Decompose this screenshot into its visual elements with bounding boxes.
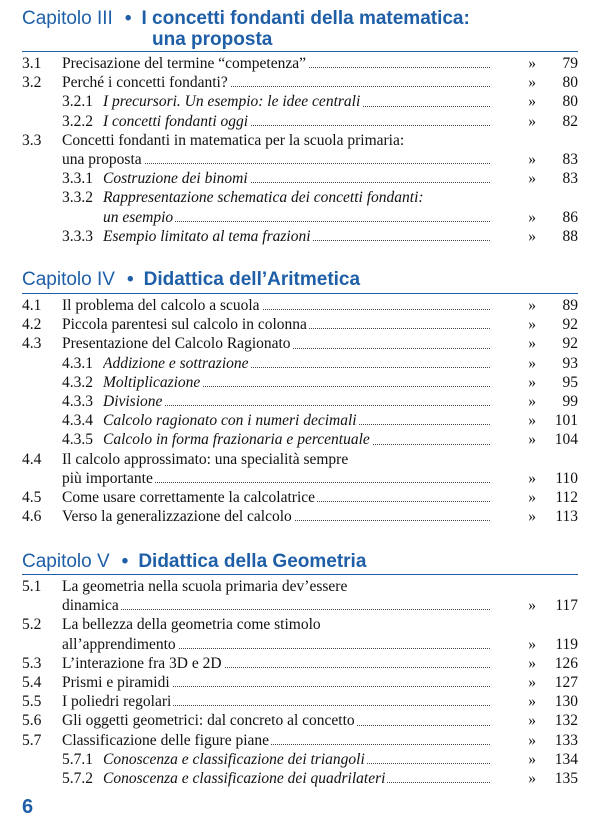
entry-title: Concetti fondanti in matematica per la scuola primaria:: [62, 131, 405, 149]
entry-title: Prismi e piramidi: [62, 673, 170, 691]
entry-page: 83: [562, 150, 578, 168]
guillemet: »: [528, 693, 536, 711]
entry-number: 4.1: [22, 297, 42, 314]
entry-title-wrap: [62, 673, 492, 692]
entry-title: L’interazione fra 3D e 2D: [62, 654, 222, 672]
chapter-entries: [22, 296, 578, 526]
toc-entry[interactable]: [22, 334, 578, 353]
entry-page: 86: [562, 208, 578, 226]
entry-number: 5.2: [22, 616, 42, 634]
entry-title: Come usare correttamente la calcolatrice: [62, 488, 316, 506]
entry-title: più importante: [62, 469, 153, 487]
entry-title-wrap: [62, 469, 492, 488]
entry-title-wrap: [103, 430, 492, 449]
toc-entry[interactable]: [22, 769, 578, 788]
entry-title: un esempio: [103, 208, 174, 226]
chapter-rule: [22, 574, 578, 575]
chapter-rule: [22, 51, 578, 52]
entry-title-wrap: [62, 334, 492, 353]
entry-title: Piccola parentesi sul calcolo in colonna: [62, 316, 307, 334]
guillemet: »: [528, 412, 536, 430]
entry-number: 4.2: [22, 316, 42, 334]
entry-title: una proposta: [62, 150, 142, 168]
entry-page: 101: [554, 412, 578, 430]
entry-page: 113: [555, 508, 578, 526]
toc-entry[interactable]: [22, 296, 578, 315]
entry-title-wrap: [103, 92, 492, 111]
guillemet: »: [528, 635, 536, 653]
entry-title-wrap: [62, 296, 492, 315]
entry-page: 92: [562, 335, 578, 353]
entry-title: Classificazione delle figure piane: [62, 731, 270, 749]
entry-title: Presentazione del Calcolo Ragionato: [62, 335, 291, 353]
guillemet: »: [528, 297, 536, 314]
toc-entry[interactable]: [22, 731, 578, 750]
entry-page: 99: [562, 392, 578, 410]
entry-title-wrap: [62, 150, 492, 169]
entry-title-wrap: [103, 354, 492, 373]
entry-title-wrap: [62, 54, 492, 73]
guillemet: »: [528, 731, 536, 749]
guillemet: »: [528, 712, 536, 730]
guillemet: »: [528, 335, 536, 353]
entry-number: 4.5: [22, 488, 42, 506]
entry-number: 3.2: [22, 74, 42, 92]
entry-title: Costruzione dei binomi: [103, 170, 248, 188]
toc-entry[interactable]: [22, 131, 578, 150]
chapter-heading: [22, 269, 578, 290]
entry-number: 3.3.2: [62, 189, 93, 207]
entry-title: Verso la generalizzazione del calcolo: [62, 508, 292, 526]
entry-title: Rappresentazione schematica dei concetti fondanti:: [103, 189, 424, 207]
guillemet: »: [528, 508, 536, 526]
chapter-heading: [22, 8, 578, 50]
entry-number: 3.3: [22, 131, 42, 149]
chapter-label: Capitolo V: [22, 551, 110, 572]
entry-number: 5.7.2: [62, 769, 93, 787]
entry-title: Conoscenza e classificazione dei triangoli: [103, 750, 365, 768]
entry-title: Conoscenza e classificazione dei quadrilateri: [103, 769, 386, 787]
toc-entry[interactable]: [22, 635, 578, 654]
toc-entry[interactable]: [22, 654, 578, 673]
toc-entry[interactable]: [22, 411, 578, 430]
guillemet: »: [528, 208, 536, 226]
entry-number: 5.6: [22, 712, 42, 730]
entry-page: 89: [562, 297, 578, 314]
entry-page: 79: [562, 55, 578, 72]
entry-title-wrap: [62, 131, 492, 150]
entry-number: 5.4: [22, 673, 42, 691]
entry-page: 126: [554, 654, 578, 672]
toc-entry[interactable]: [22, 596, 578, 615]
toc-entry[interactable]: [22, 112, 578, 131]
entry-title: Moltiplicazione: [103, 373, 201, 391]
entry-page: 80: [562, 74, 578, 92]
toc-entry[interactable]: [22, 208, 578, 227]
toc-entry[interactable]: [22, 150, 578, 169]
toc-entry[interactable]: [22, 615, 578, 634]
entry-page: 134: [554, 750, 578, 768]
guillemet: »: [528, 316, 536, 334]
guillemet: »: [528, 112, 536, 130]
entry-number: 3.1: [22, 55, 42, 72]
entry-title-wrap: [103, 227, 492, 246]
toc-entry[interactable]: [22, 450, 578, 469]
entry-page: 119: [555, 635, 578, 653]
chapter-title-line1: I concetti fondanti della matematica:: [141, 8, 470, 29]
entry-number: 3.3.3: [62, 227, 93, 245]
page-number: 6: [22, 796, 34, 818]
entry-number: 3.3.1: [62, 170, 93, 188]
chapter-label: Capitolo III: [22, 8, 113, 29]
entry-number: 5.5: [22, 693, 42, 711]
entry-title-wrap: [62, 692, 492, 711]
chapter-title-line1: Didattica della Geometria: [138, 551, 367, 572]
guillemet: »: [528, 431, 536, 449]
entry-page: 104: [554, 431, 578, 449]
entry-title: Divisione: [103, 392, 163, 410]
entry-number: 4.6: [22, 508, 42, 526]
toc-entry[interactable]: [22, 673, 578, 692]
entry-page: 80: [562, 93, 578, 111]
entry-number: 4.3: [22, 335, 42, 353]
entry-title-wrap: [103, 188, 492, 207]
toc-entry[interactable]: [22, 577, 578, 596]
entry-page: 132: [554, 712, 578, 730]
chapter-entries: [22, 577, 578, 788]
entry-title: Calcolo ragionato con i numeri decimali: [103, 412, 357, 430]
entry-number: 3.2.1: [62, 93, 93, 111]
toc-entry[interactable]: [22, 750, 578, 769]
guillemet: »: [528, 227, 536, 245]
toc-entry[interactable]: [22, 188, 578, 207]
entry-title: La bellezza della geometria come stimolo: [62, 616, 321, 634]
entry-title-wrap: [62, 615, 492, 634]
entry-title-wrap: [62, 488, 492, 507]
toc-entry[interactable]: [22, 169, 578, 188]
entry-title-wrap: [103, 208, 492, 227]
chapter-entries: [22, 54, 578, 246]
entry-title-wrap: [62, 654, 492, 673]
entry-number: 4.3.5: [62, 431, 93, 449]
entry-page: 133: [554, 731, 578, 749]
entry-title: Addizione e sottrazione: [103, 354, 249, 372]
entry-number: 5.1: [22, 578, 42, 595]
chapter-rule: [22, 293, 578, 294]
entry-page: 112: [555, 488, 578, 506]
toc-entry[interactable]: [22, 692, 578, 711]
entry-title-wrap: [103, 750, 492, 769]
toc-entry[interactable]: [22, 354, 578, 373]
entry-title: La geometria nella scuola primaria dev’essere: [62, 578, 348, 595]
entry-title-wrap: [62, 731, 492, 750]
entry-number: 3.2.2: [62, 112, 93, 130]
entry-page: 92: [562, 316, 578, 334]
guillemet: »: [528, 150, 536, 168]
entry-title-wrap: [62, 635, 492, 654]
entry-title: dinamica: [62, 597, 119, 615]
toc-entry[interactable]: [22, 488, 578, 507]
entry-page: 135: [554, 769, 578, 787]
entry-title-wrap: [62, 711, 492, 730]
entry-number: 4.3.1: [62, 354, 93, 372]
toc-entry[interactable]: [22, 711, 578, 730]
entry-title: I concetti fondanti oggi: [103, 112, 249, 130]
guillemet: »: [528, 354, 536, 372]
entry-title-wrap: [103, 769, 492, 788]
entry-title-wrap: [62, 450, 492, 469]
entry-title: Gli oggetti geometrici: dal concreto al concetto: [62, 712, 355, 730]
toc-entry[interactable]: [22, 315, 578, 334]
chapter-title-line2: una proposta: [152, 29, 273, 50]
entry-page: 110: [555, 469, 578, 487]
guillemet: »: [528, 488, 536, 506]
entry-title-wrap: [62, 315, 492, 334]
entry-page: 82: [562, 112, 578, 130]
toc-entry[interactable]: [22, 73, 578, 92]
entry-number: 4.4: [22, 450, 42, 468]
entry-title-wrap: [103, 392, 492, 411]
toc-entry[interactable]: [22, 92, 578, 111]
entry-number: 4.3.4: [62, 412, 93, 430]
entry-title: Esempio limitato al tema frazioni: [103, 227, 311, 245]
chapter-bullet: •: [126, 269, 134, 290]
guillemet: »: [528, 55, 536, 72]
entry-page: 95: [562, 373, 578, 391]
chapter-heading: [22, 551, 578, 572]
guillemet: »: [528, 750, 536, 768]
entry-title-wrap: [103, 112, 492, 131]
entry-title: Calcolo in forma frazionaria e percentuale: [103, 431, 370, 449]
guillemet: »: [528, 392, 536, 410]
entry-title-wrap: [62, 577, 492, 596]
entry-title: Il calcolo approssimato: una specialità sempre: [62, 450, 349, 468]
entry-number: 5.3: [22, 654, 42, 672]
toc-entry[interactable]: [22, 469, 578, 488]
entry-number: 5.7: [22, 731, 42, 749]
entry-title-wrap: [103, 411, 492, 430]
chapter-title-line1: Didattica dell’Aritmetica: [143, 269, 361, 290]
entry-page: 117: [555, 597, 578, 615]
guillemet: »: [528, 654, 536, 672]
entry-number: 4.3.3: [62, 392, 93, 410]
entry-title-wrap: [103, 169, 492, 188]
entry-title: all’apprendimento: [62, 635, 176, 653]
entry-title: Precisazione del termine “competenza”: [62, 55, 306, 72]
guillemet: »: [528, 769, 536, 787]
entry-page: 83: [562, 170, 578, 188]
guillemet: »: [528, 373, 536, 391]
toc-entry[interactable]: [22, 54, 578, 73]
entry-page: 88: [562, 227, 578, 245]
entry-title: I poliedri regolari: [62, 693, 172, 711]
entry-page: 127: [554, 673, 578, 691]
toc-entry[interactable]: [22, 507, 578, 526]
entry-number: 5.7.1: [62, 750, 93, 768]
guillemet: »: [528, 170, 536, 188]
entry-title-wrap: [62, 596, 492, 615]
chapter-bullet: •: [121, 551, 129, 572]
entry-title-wrap: [62, 73, 492, 92]
chapter-label: Capitolo IV: [22, 269, 115, 290]
entry-page: 130: [554, 693, 578, 711]
toc-entry[interactable]: [22, 430, 578, 449]
toc-entry[interactable]: [22, 227, 578, 246]
guillemet: »: [528, 469, 536, 487]
entry-title: Il problema del calcolo a scuola: [62, 297, 260, 314]
chapter-bullet: •: [124, 8, 132, 29]
guillemet: »: [528, 597, 536, 615]
entry-title: Perché i concetti fondanti?: [62, 74, 228, 92]
guillemet: »: [528, 74, 536, 92]
entry-number: 4.3.2: [62, 373, 93, 391]
guillemet: »: [528, 93, 536, 111]
toc-entry[interactable]: [22, 392, 578, 411]
toc-entry[interactable]: [22, 373, 578, 392]
guillemet: »: [528, 673, 536, 691]
entry-title: I precursori. Un esempio: le idee centrali: [103, 93, 361, 111]
entry-title-wrap: [62, 507, 492, 526]
entry-title-wrap: [103, 373, 492, 392]
entry-page: 93: [562, 354, 578, 372]
